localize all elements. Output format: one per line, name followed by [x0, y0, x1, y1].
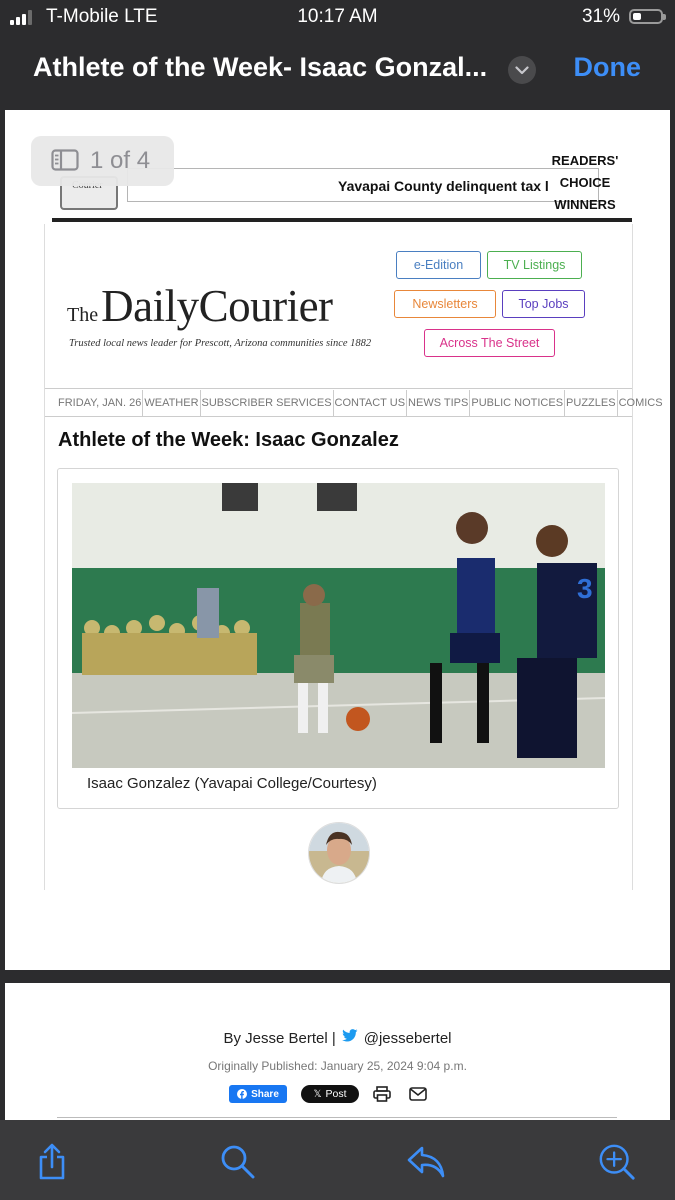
article-photo[interactable] [72, 483, 605, 768]
pdf-page-2 [5, 983, 670, 1123]
menu-public-notices[interactable]: PUBLIC NOTICES [470, 390, 565, 416]
menu-subscriber-services[interactable]: SUBSCRIBER SERVICES [201, 390, 334, 416]
logo-the: The [67, 304, 99, 326]
page-counter[interactable] [31, 136, 174, 186]
status-bar [0, 0, 675, 36]
menu-date: FRIDAY, JAN. 26 [45, 390, 143, 416]
photo-card [57, 468, 619, 809]
newsletters-button[interactable] [394, 290, 496, 318]
share-icon[interactable] [32, 1142, 72, 1182]
article-title: Athlete of the Week: Isaac Gonzalez [58, 429, 399, 451]
markup-icon[interactable] [597, 1142, 637, 1182]
search-icon[interactable] [218, 1142, 258, 1182]
facebook-icon [237, 1089, 247, 1099]
post-label: Post [325, 1088, 347, 1100]
menu-comics[interactable]: COMICS [618, 397, 663, 409]
menu-weather[interactable]: WEATHER [143, 390, 200, 416]
byline [5, 1029, 670, 1049]
page2-rule [57, 1117, 617, 1118]
basketball-game-photo [72, 483, 605, 768]
print-icon[interactable] [373, 1086, 391, 1107]
header-rule [52, 218, 632, 222]
e-edition-button[interactable] [396, 251, 481, 279]
article-content [44, 224, 663, 890]
tagline: Trusted local news leader for Prescott, Arizona communities since 1882 [69, 338, 372, 349]
share-label: Share [251, 1088, 279, 1100]
published-date: Originally Published: January 25, 2024 9:04 p.m. [208, 1059, 467, 1073]
tv-listings-label: TV Listings [503, 258, 566, 272]
tv-listings-button[interactable] [487, 251, 582, 279]
badge-line-3: WINNERS [554, 197, 616, 212]
across-the-street-button[interactable] [424, 329, 555, 357]
mail-icon[interactable] [409, 1087, 427, 1106]
clock: 10:17 AM [297, 6, 378, 27]
x-icon: 𝕏 [313, 1088, 322, 1100]
e-edition-label: e-Edition [413, 258, 464, 272]
chevron-down-icon[interactable] [508, 56, 536, 84]
section-menu [45, 390, 663, 417]
facebook-share-button[interactable] [229, 1085, 287, 1103]
x-post-button[interactable] [301, 1085, 359, 1103]
photo-caption: Isaac Gonzalez (Yavapai College/Courtesy) [87, 775, 377, 792]
menu-contact-us[interactable]: CONTACT US [334, 390, 408, 416]
document-title[interactable]: Athlete of the Week- Isaac Gonzal... [33, 52, 488, 82]
author-avatar[interactable] [308, 822, 370, 884]
twitter-bird-icon[interactable] [342, 1029, 358, 1046]
done-button[interactable]: Done [573, 52, 641, 82]
bottom-toolbar [0, 1120, 675, 1200]
ad-banner[interactable] [127, 168, 599, 202]
across-the-street-label: Across The Street [439, 336, 540, 350]
menu-puzzles[interactable]: PUZZLES [565, 390, 618, 416]
top-jobs-label: Top Jobs [518, 297, 569, 311]
badge-line-1: READERS' [551, 153, 619, 168]
twitter-handle[interactable]: @jessebertel [363, 1029, 452, 1047]
battery-icon [629, 9, 663, 24]
readers-choice-badge[interactable] [550, 150, 620, 216]
ad-banner-text: Yavapai County delinquent tax l [338, 178, 549, 194]
svg-text:3: 3 [577, 573, 593, 604]
logo-main: DailyCourier [101, 281, 333, 331]
daily-courier-logo[interactable] [67, 280, 333, 332]
byline-author[interactable]: By Jesse Bertel | [223, 1029, 336, 1047]
reply-icon[interactable] [406, 1142, 446, 1182]
page-counter-text: 1 of 4 [90, 147, 151, 174]
top-jobs-button[interactable] [502, 290, 585, 318]
carrier-label: T-Mobile LTE [46, 6, 158, 27]
battery-percentage: 31% [581, 6, 620, 27]
sidebar-icon [51, 149, 79, 171]
badge-line-2: CHOICE [559, 175, 611, 190]
newsletters-label: Newsletters [412, 297, 478, 311]
menu-news-tips[interactable]: NEWS TIPS [407, 390, 470, 416]
masthead-divider [45, 388, 632, 389]
